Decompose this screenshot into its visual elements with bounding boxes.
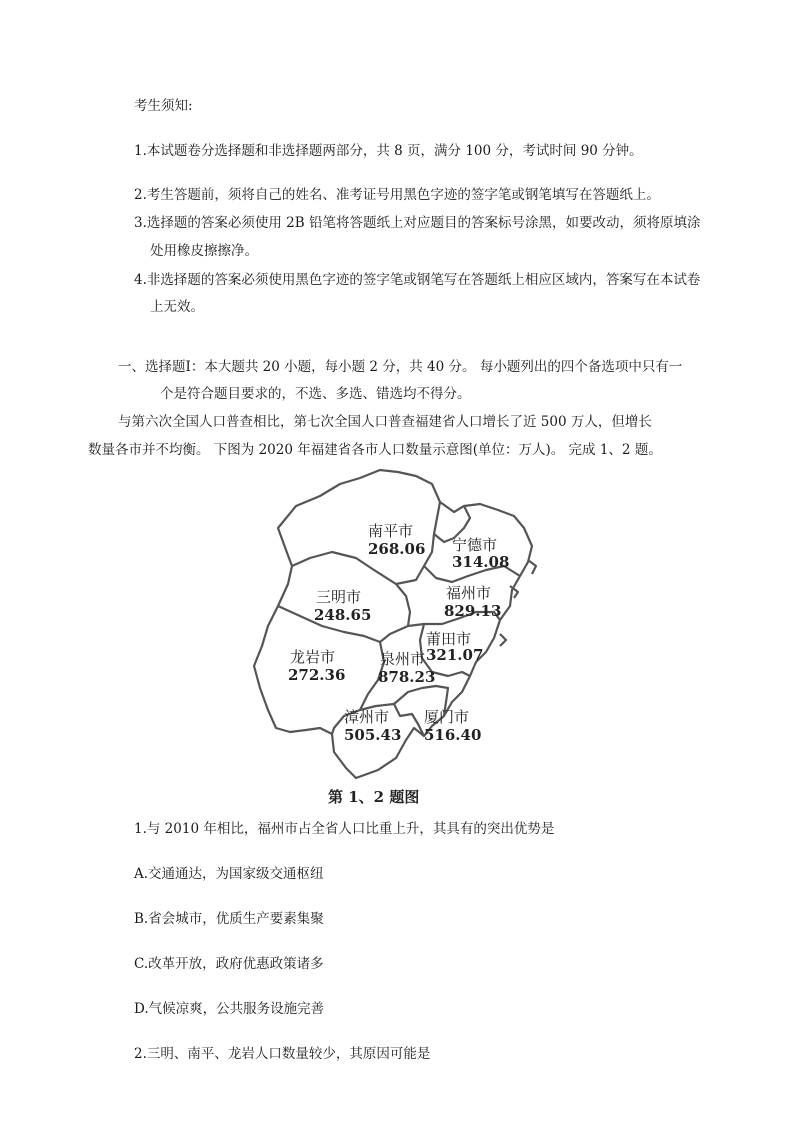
question-1-option-a: A.交通通达，为国家级交通枢纽	[134, 866, 324, 882]
notice-item-1: 1.本试题卷分选择题和非选择题两部分，共 8 页，满分 100 分，考试时间 90 分钟。	[134, 143, 643, 159]
city-name: 福州市	[446, 584, 492, 602]
city-value: 314.08	[452, 553, 510, 571]
city-value: 268.06	[368, 540, 426, 558]
notice-title: 考生须知:	[134, 98, 193, 114]
intro-text: 与第六次全国人口普查相比，第七次全国人口普查福建省人口增长了近 500 万人，但增长	[118, 414, 652, 430]
border-sanming-fuzhou	[396, 584, 410, 626]
city-name: 龙岩市	[290, 648, 336, 666]
notice-item-3-cont: 处用橡皮擦擦净。	[150, 243, 258, 259]
notice-item-2: 2.考生答题前，须将自己的姓名、准考证号用黑色字迹的签字笔或钢笔填写在答题纸上。	[134, 187, 660, 203]
question-1-option-d: D.气候凉爽，公共服务设施完善	[134, 1001, 325, 1017]
notice-item-4-cont: 上无效。	[150, 299, 204, 315]
notice-item-3: 3.选择题的答案必须使用 2B 铅笔将答题纸上对应题目的答案标号涂黑，如要改动，须将原填涂	[134, 215, 701, 231]
city-value: 272.36	[288, 666, 346, 684]
section-heading-cont: 个是符合题目要求的，不选、多选、错选均不得分。	[160, 386, 471, 402]
city-name: 漳州市	[344, 708, 390, 726]
city-value: 505.43	[344, 726, 402, 744]
city-value: 321.07	[426, 646, 484, 664]
city-value: 516.40	[424, 726, 482, 744]
city-name: 三明市	[316, 588, 362, 606]
coast-islet-3	[500, 634, 506, 646]
map-svg	[248, 466, 548, 811]
notice-item-4: 4.非选择题的答案必须使用黑色字迹的签字笔或钢笔写在答题纸上相应区域内，答案写在本试卷	[134, 272, 701, 288]
city-value: 829.13	[444, 602, 502, 620]
city-value: 878.23	[378, 668, 436, 686]
city-name: 南平市	[368, 522, 414, 540]
question-1-option-c: C.改革开放，政府优惠政策诸多	[134, 956, 324, 972]
section-heading: 一、选择题Ⅰ：本大题共 20 小题，每小题 2 分，共 40 分。 每小题列出的四个备选项中只有一	[118, 359, 683, 375]
question-2-stem: 2.三明、南平、龙岩人口数量较少，其原因可能是	[134, 1046, 431, 1062]
city-name: 泉州市	[380, 650, 426, 668]
question-1-option-b: B.省会城市，优质生产要素集聚	[134, 911, 324, 927]
fujian-population-map	[248, 466, 548, 811]
city-name: 宁德市	[452, 536, 498, 554]
city-value: 248.65	[314, 606, 372, 624]
coast-islet-2	[528, 560, 536, 574]
intro-text-cont: 数量各市并不均衡。 下图为 2020 年福建省各市人口数量示意图(单位：万人)。 完成 1、2 题。	[88, 442, 662, 458]
map-caption: 第 1、2 题图	[328, 788, 420, 806]
city-name: 莆田市	[426, 630, 472, 648]
city-name: 厦门市	[424, 708, 470, 726]
question-1-stem: 1.与 2010 年相比，福州市占全省人口比重上升，其具有的突出优势是	[134, 821, 555, 837]
